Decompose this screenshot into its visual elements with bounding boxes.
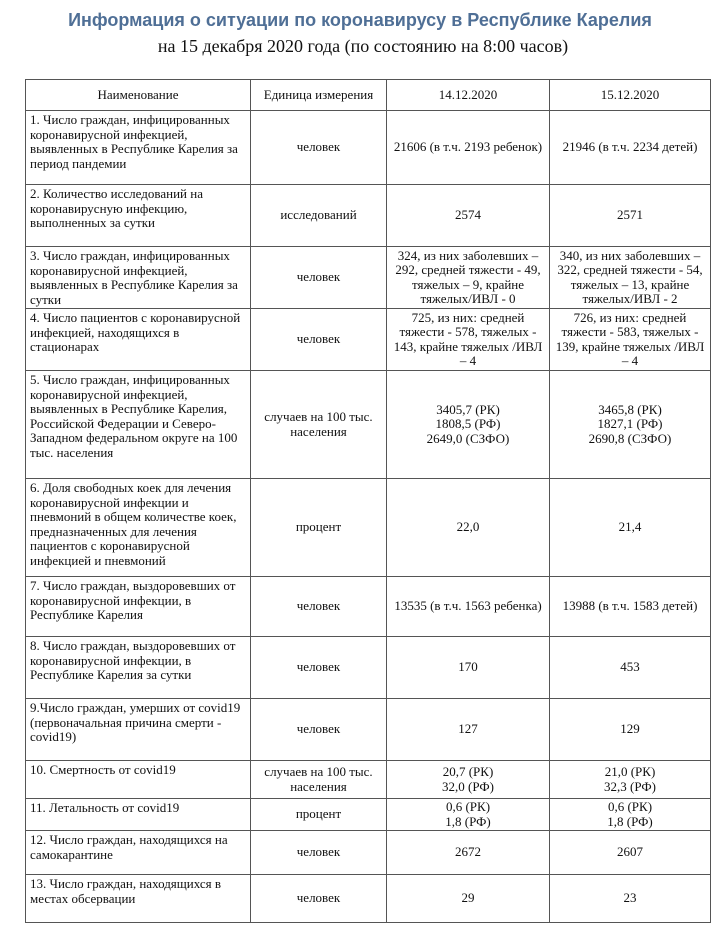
- row-name: 3. Число граждан, инфицированных коронавирусной инфекцией, выявленных в Республике Карелия за сутки: [26, 247, 251, 309]
- row-value-2: 21,0 (РК) 32,3 (РФ): [550, 761, 711, 799]
- row-value-2: 3465,8 (РК) 1827,1 (РФ) 2690,8 (СЗФО): [550, 371, 711, 479]
- table-body: [26, 111, 711, 923]
- row-name: 12. Число граждан, находящихся на самокарантине: [26, 831, 251, 875]
- row-name: 9.Число граждан, умерших от covid19 (первоначальная причина смерти - covid19): [26, 699, 251, 761]
- row-value-2: 2607: [550, 831, 711, 875]
- table-row: [26, 371, 711, 479]
- table-row: [26, 637, 711, 699]
- header-date-2: 15.12.2020: [550, 80, 711, 111]
- row-value-1: 725, из них: средней тяжести - 578, тяжелых - 143, крайне тяжелых /ИВЛ – 4: [387, 309, 550, 371]
- row-name: 2. Количество исследований на коронавирусную инфекцию, выполненных за сутки: [26, 185, 251, 247]
- row-value-2: 21946 (в т.ч. 2234 детей): [550, 111, 711, 185]
- row-name: 8. Число граждан, выздоровевших от коронавирусной инфекции, в Республике Карелия за сутки: [26, 637, 251, 699]
- row-value-2: 726, из них: средней тяжести - 583, тяжелых - 139, крайне тяжелых /ИВЛ – 4: [550, 309, 711, 371]
- row-unit: человек: [251, 309, 387, 371]
- row-value-2: 21,4: [550, 479, 711, 577]
- document-subtitle: на 15 декабря 2020 года (по состоянию на 8:00 часов): [157, 36, 569, 56]
- row-value-1: 2672: [387, 831, 550, 875]
- row-value-1: 29: [387, 875, 550, 923]
- row-name: 1. Число граждан, инфицированных коронавирусной инфекцией, выявленных в Республике Карелия за период пандемии: [26, 111, 251, 185]
- row-name: 11. Летальность от covid19: [26, 799, 251, 831]
- row-value-1: 2574: [387, 185, 550, 247]
- table-row: [26, 831, 711, 875]
- row-name: 6. Доля свободных коек для лечения коронавирусной инфекции и пневмоний в общем количестве коек, предназначенных для лечения пациентов с коронавирусной инфекцией и пневмоний: [26, 479, 251, 577]
- row-value-2: 453: [550, 637, 711, 699]
- row-value-1: 170: [387, 637, 550, 699]
- header-date-1: 14.12.2020: [387, 80, 550, 111]
- header-unit: Единица измерения: [251, 80, 387, 111]
- row-value-2: 0,6 (РК) 1,8 (РФ): [550, 799, 711, 831]
- table-header-row: [26, 80, 711, 111]
- row-value-2: 13988 (в т.ч. 1583 детей): [550, 577, 711, 637]
- row-unit: человек: [251, 831, 387, 875]
- row-name: 7. Число граждан, выздоровевших от коронавирусной инфекции, в Республике Карелия: [26, 577, 251, 637]
- header-name: Наименование: [26, 80, 251, 111]
- table-row: [26, 479, 711, 577]
- row-name: 5. Число граждан, инфицированных коронавирусной инфекцией, выявленных в Республике Карелия, Российской Федерации и Северо-Западном федеральном округе на 100 тыс. населения: [26, 371, 251, 479]
- table-row: [26, 309, 711, 371]
- table-row: [26, 577, 711, 637]
- row-value-1: 22,0: [387, 479, 550, 577]
- row-unit: человек: [251, 577, 387, 637]
- table-row: [26, 699, 711, 761]
- row-unit: человек: [251, 247, 387, 309]
- row-unit: процент: [251, 799, 387, 831]
- row-unit: исследований: [251, 185, 387, 247]
- row-value-1: 127: [387, 699, 550, 761]
- row-value-1: 3405,7 (РК) 1808,5 (РФ) 2649,0 (СЗФО): [387, 371, 550, 479]
- row-value-2: 23: [550, 875, 711, 923]
- row-unit: случаев на 100 тыс. населения: [251, 761, 387, 799]
- row-unit: человек: [251, 637, 387, 699]
- table-row: [26, 875, 711, 923]
- statistics-table: [25, 79, 711, 923]
- row-unit: человек: [251, 111, 387, 185]
- row-unit: процент: [251, 479, 387, 577]
- row-value-1: 20,7 (РК) 32,0 (РФ): [387, 761, 550, 799]
- table-row: [26, 185, 711, 247]
- row-name: 4. Число пациентов с коронавирусной инфекцией, находящихся в стационарах: [26, 309, 251, 371]
- row-value-1: 21606 (в т.ч. 2193 ребенок): [387, 111, 550, 185]
- row-name: 10. Смертность от covid19: [26, 761, 251, 799]
- row-unit: человек: [251, 699, 387, 761]
- table-row: [26, 247, 711, 309]
- row-value-2: 340, из них заболевших – 322, средней тяжести - 54, тяжелых – 13, крайне тяжелых/ИВЛ - 2: [550, 247, 711, 309]
- row-value-2: 129: [550, 699, 711, 761]
- table-row: [26, 111, 711, 185]
- document-title: Информация о ситуации по коронавирусу в Республике Карелия: [68, 10, 652, 30]
- table-row: [26, 761, 711, 799]
- row-unit: случаев на 100 тыс. населения: [251, 371, 387, 479]
- row-name: 13. Число граждан, находящихся в местах обсервации: [26, 875, 251, 923]
- row-value-2: 2571: [550, 185, 711, 247]
- table-row: [26, 799, 711, 831]
- row-value-1: 13535 (в т.ч. 1563 ребенка): [387, 577, 550, 637]
- row-unit: человек: [251, 875, 387, 923]
- row-value-1: 324, из них заболевших – 292, средней тяжести - 49, тяжелых – 9, крайне тяжелых/ИВЛ - 0: [387, 247, 550, 309]
- row-value-1: 0,6 (РК) 1,8 (РФ): [387, 799, 550, 831]
